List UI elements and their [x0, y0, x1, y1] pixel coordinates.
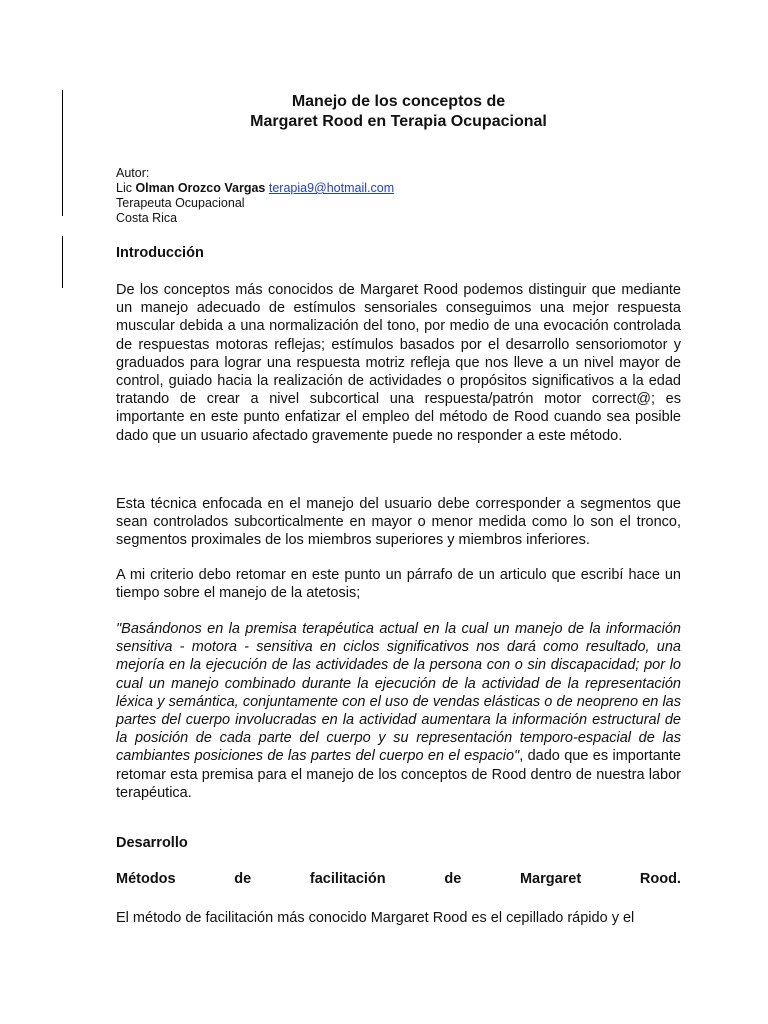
development-heading: Desarrollo: [116, 835, 188, 851]
author-line: [116, 181, 394, 196]
margin-change-bar: [62, 236, 63, 288]
methods-word: de: [234, 871, 252, 887]
methods-word: Rood.: [639, 871, 681, 887]
intro-heading: Introducción: [116, 245, 204, 261]
criteria-paragraph: A mi criterio debo retomar en este punto un párrafo de un articulo que escribí hace un tiempo sobre el manejo de la atetosis;: [116, 567, 681, 602]
quote-text: "Basándonos en la premisa terapéutica actual en la cual un manejo de la información sensitiva - motora - sensitiva en ciclos significativos nos dará como resultado, una mejoría en la ejecución de las actividades de la persona con o sin discapacidad; por lo cual un manejo combinado durante la ejecución de la actividad de la representación léxica y semántica, conjuntamente con el uso de vendas elásticas o de neopreno en las partes del cuerpo involucradas en la actividad aumentara la información estructural de la posición de cada parte del cuerpo y su representación temporo-espacial de las cambiantes posiciones de las partes del cuerpo en el espacio": [116, 621, 681, 765]
methods-heading: [116, 871, 681, 887]
author-country: Costa Rica: [116, 211, 178, 225]
quote-paragraph: [116, 620, 681, 802]
margin-change-bar: [62, 90, 63, 216]
author-prefix: Lic: [116, 181, 136, 195]
author-label: Autor:: [116, 166, 150, 180]
document-title-line-1: Manejo de los conceptos de: [291, 93, 506, 110]
quote-tail: , dado que es importante retomar esta premisa para el manejo de los conceptos de Rood dentro de nuestra labor terapéutica.: [116, 748, 681, 801]
methods-word: Métodos: [116, 871, 176, 887]
intro-paragraph: De los conceptos más conocidos de Margaret Rood podemos distinguir que mediante un manejo adecuado de estímulos sensoriales conseguimos una mejor respuesta muscular debida a una normalización del tono, por medio de una evocación controlada de respuestas motoras reflejas; estímulos basados por el desarrollo sensoriomotor y graduados para lograr una respuesta motriz refleja que nos lleve a un nivel mayor de control, guiado hacia la realización de actividades o propósitos significativos a la edad tratando de crear a nivel subcortical una respuesta/patrón motor correct@; es importante en este punto enfatizar el empleo del método de Rood cuando sea posible dado que un usuario afectado gravemente puede no responder a este método.: [116, 282, 681, 444]
technique-paragraph: Esta técnica enfocada en el manejo del usuario debe corresponder a segmentos que sean controlados subcorticalmente en mayor o menor medida como lo son el tronco, segmentos proximales de los miembros superiores y miembros inferiores.: [116, 496, 681, 549]
author-block: [116, 166, 394, 226]
facilitation-paragraph: El método de facilitación más conocido Margaret Rood es el cepillado rápido y el: [116, 910, 635, 926]
methods-word: facilitación: [309, 871, 386, 887]
author-name: Olman Orozco Vargas: [135, 181, 266, 195]
document-title-line-2: Margaret Rood en Terapia Ocupacional: [250, 113, 547, 130]
methods-word: Margaret: [519, 871, 582, 887]
methods-word: de: [444, 871, 462, 887]
author-email-link[interactable]: terapia9@hotmail.com: [268, 181, 395, 195]
author-role: Terapeuta Ocupacional: [116, 196, 245, 210]
